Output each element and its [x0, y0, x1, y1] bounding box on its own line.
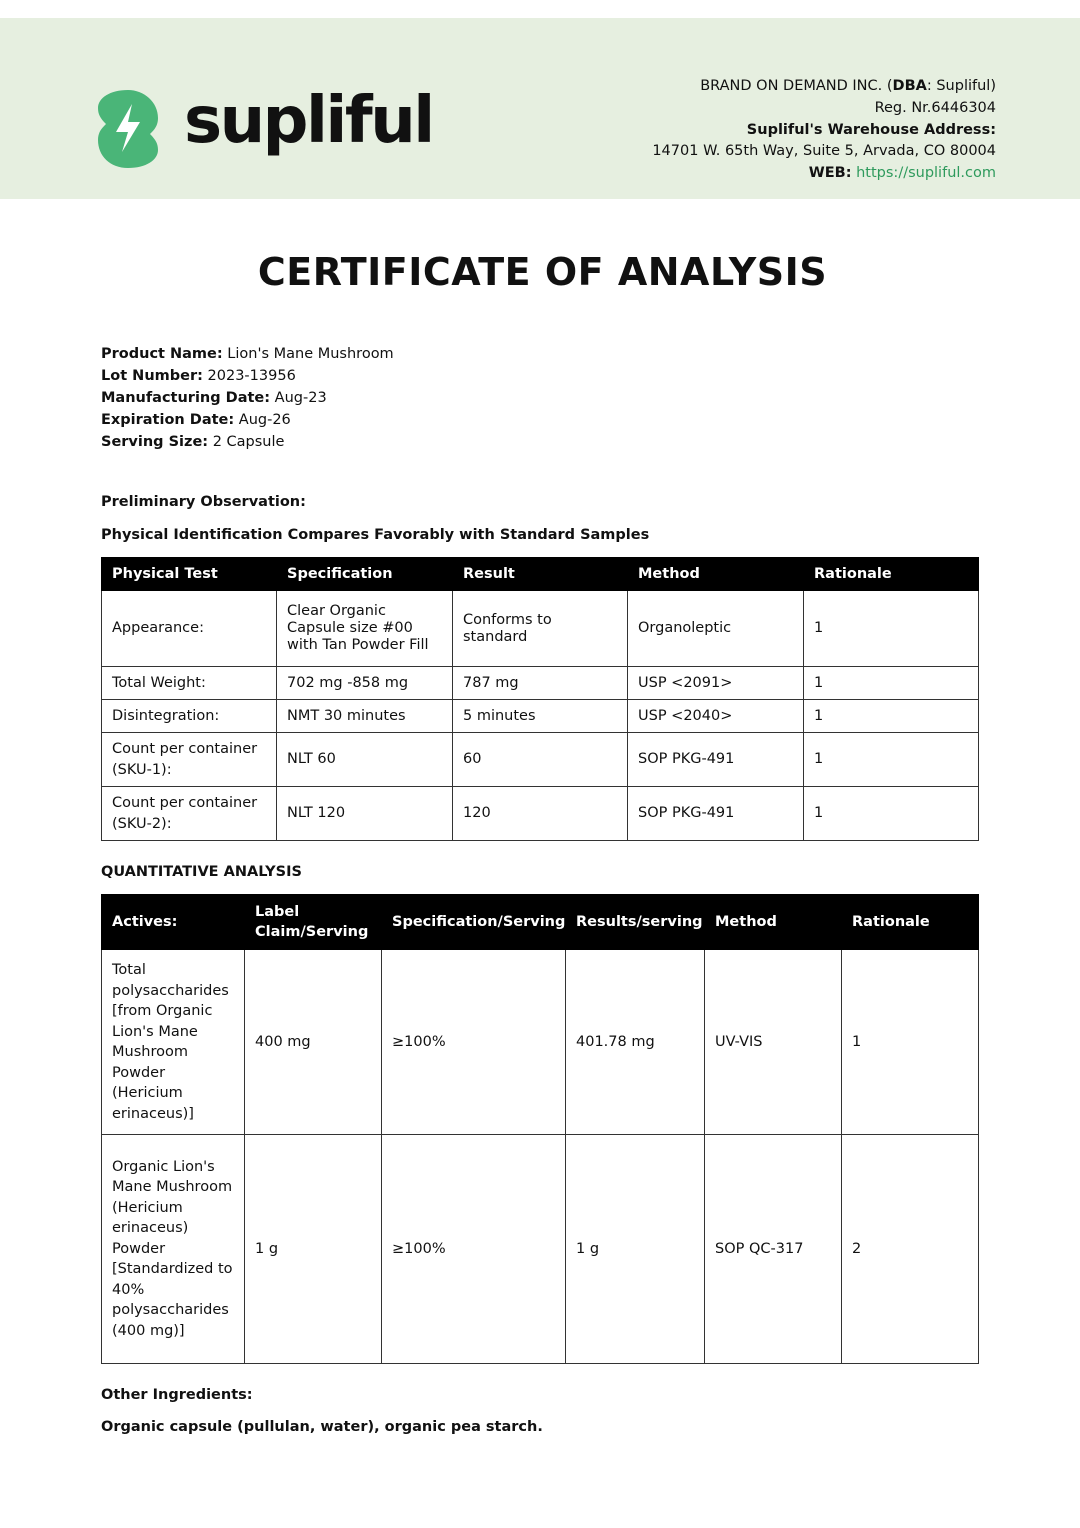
other-ingredients-text: Organic capsule (pullulan, water), organic pea starch. [101, 1419, 543, 1435]
column-header: Specification [277, 558, 453, 591]
supliful-logo[interactable] [96, 84, 433, 172]
table-cell: 1 [804, 700, 979, 733]
registration-number: Reg. Nr.6446304 [874, 99, 996, 116]
table-header-row [102, 558, 979, 591]
table-cell: ≥100% [382, 950, 566, 1135]
column-header: Physical Test [102, 558, 277, 591]
table-cell: Clear Organic Capsule size #00 with Tan Powder Fill [277, 591, 453, 667]
table-cell: Appearance: [102, 591, 277, 667]
table-row [102, 700, 979, 733]
warehouse-address: 14701 W. 65th Way, Suite 5, Arvada, CO 80004 [652, 143, 996, 160]
table-cell: Count per container (SKU-1): [102, 733, 277, 787]
table-cell: 5 minutes [453, 700, 628, 733]
serving-size-line: Serving Size: 2 Capsule [101, 434, 285, 450]
table-cell: 1 [804, 667, 979, 700]
company-name-line: BRAND ON DEMAND INC. (DBA: Supliful) [700, 78, 996, 94]
column-header: Rationale [804, 558, 979, 591]
quantitative-analysis-table [101, 894, 979, 1364]
table-cell: SOP QC-317 [705, 1135, 842, 1364]
table-cell: SOP PKG-491 [628, 787, 804, 841]
table-row [102, 1135, 979, 1364]
table-row [102, 591, 979, 667]
table-cell: 1 g [245, 1135, 382, 1364]
table-row [102, 787, 979, 841]
column-header: Results/serving [566, 895, 705, 950]
table-cell: USP <2040> [628, 700, 804, 733]
table-cell: Organic Lion's Mane Mushroom (Hericium erinaceus) Powder [Standardized to 40% polysaccharides (400 mg)] [102, 1135, 245, 1364]
column-header: Specification/Serving [382, 895, 566, 950]
column-header: Method [705, 895, 842, 950]
table-cell: ≥100% [382, 1135, 566, 1364]
table-cell: SOP PKG-491 [628, 733, 804, 787]
column-header: Method [628, 558, 804, 591]
web-line: WEB: https://supliful.com [808, 165, 996, 182]
preliminary-subheading: Physical Identification Compares Favorably with Standard Samples [101, 527, 650, 543]
table-cell: 1 [804, 733, 979, 787]
warehouse-label: Supliful's Warehouse Address: [746, 121, 996, 138]
table-cell: 1 [804, 787, 979, 841]
lightning-bolt-icon [96, 88, 160, 168]
preliminary-heading: Preliminary Observation: [101, 494, 306, 510]
table-cell: 401.78 mg [566, 950, 705, 1135]
physical-test-table [101, 557, 979, 841]
table-cell: NLT 120 [277, 787, 453, 841]
table-cell: Total polysaccharides [from Organic Lion's Mane Mushroom Powder (Hericium erinaceus)] [102, 950, 245, 1135]
table-cell: Disintegration: [102, 700, 277, 733]
table-cell: NLT 60 [277, 733, 453, 787]
table-cell: 1 [842, 950, 979, 1135]
logo-wordmark: supliful [184, 84, 433, 158]
table-cell: Total Weight: [102, 667, 277, 700]
quantitative-heading: QUANTITATIVE ANALYSIS [101, 864, 302, 880]
header-banner [0, 18, 1080, 199]
table-row [102, 733, 979, 787]
table-cell: NMT 30 minutes [277, 700, 453, 733]
expiration-date-line: Expiration Date: Aug-26 [101, 412, 291, 428]
table-cell: 60 [453, 733, 628, 787]
column-header: Label Claim/Serving [245, 895, 382, 950]
table-cell: Count per container (SKU-2): [102, 787, 277, 841]
table-cell: USP <2091> [628, 667, 804, 700]
other-ingredients-heading: Other Ingredients: [101, 1387, 253, 1403]
company-info [652, 76, 996, 185]
document-title: CERTIFICATE OF ANALYSIS [257, 250, 828, 294]
table-cell: 2 [842, 1135, 979, 1364]
table-cell: 787 mg [453, 667, 628, 700]
column-header: Result [453, 558, 628, 591]
column-header: Actives: [102, 895, 245, 950]
table-header-row [102, 895, 979, 950]
table-cell: Conforms to standard [453, 591, 628, 667]
table-row [102, 667, 979, 700]
product-name-line: Product Name: Lion's Mane Mushroom [101, 346, 394, 362]
table-row [102, 950, 979, 1135]
table-cell: 120 [453, 787, 628, 841]
table-cell: 1 [804, 591, 979, 667]
lot-number-line: Lot Number: 2023-13956 [101, 368, 296, 384]
table-cell: UV-VIS [705, 950, 842, 1135]
table-cell: Organoleptic [628, 591, 804, 667]
table-cell: 1 g [566, 1135, 705, 1364]
product-details [101, 343, 394, 453]
website-link[interactable]: https://supliful.com [856, 165, 996, 182]
table-cell: 400 mg [245, 950, 382, 1135]
table-cell: 702 mg -858 mg [277, 667, 453, 700]
manufacturing-date-line: Manufacturing Date: Aug-23 [101, 390, 327, 406]
column-header: Rationale [842, 895, 979, 950]
